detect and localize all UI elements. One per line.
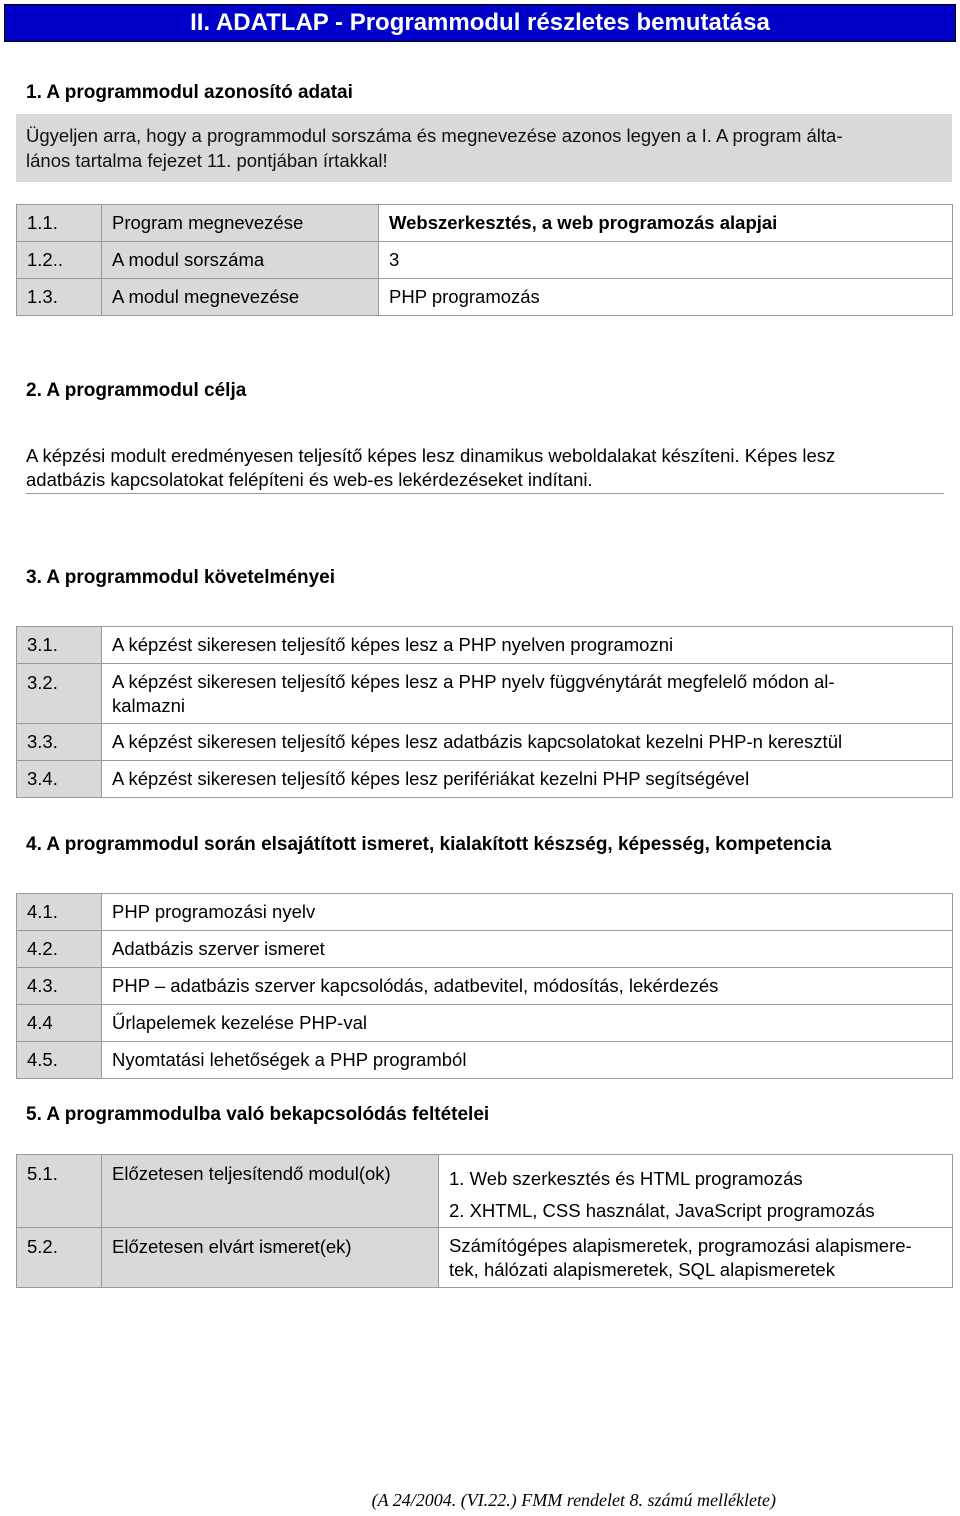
row-number: 4.3. [17, 968, 102, 1005]
footer-citation: (A 24/2004. (VI.22.) FMM rendelet 8. számú melléklete) [371, 1490, 776, 1510]
table-row [17, 894, 953, 931]
table-row [17, 242, 953, 279]
row-text: PHP – adatbázis szerver kapcsolódás, adatbevitel, módosítás, lekérdezés [102, 968, 953, 1005]
requirements-table [16, 626, 953, 798]
goal-paragraph [26, 444, 946, 492]
row-label: Előzetesen teljesítendő modul(ok) [102, 1155, 439, 1228]
table-row [17, 205, 953, 242]
competency-table [16, 893, 953, 1079]
section2-heading: 2. A programmodul célja [26, 380, 247, 401]
section4-heading: 4. A programmodul során elsajátított ismeret, kialakított készség, képesség, kompetencia [26, 834, 832, 855]
row-text: Adatbázis szerver ismeret [102, 931, 953, 968]
row-number: 4.2. [17, 931, 102, 968]
section5-heading: 5. A programmodulba való bekapcsolódás feltételei [26, 1104, 490, 1125]
row-value: Webszerkesztés, a web programozás alapjai [379, 205, 953, 242]
note-line: Ügyeljen arra, hogy a programmodul sorszáma és megnevezése azonos legyen a I. A program álta- [26, 125, 843, 146]
row-value: PHP programozás [379, 279, 953, 316]
row-number: 4.4 [17, 1005, 102, 1042]
row-number: 3.4. [17, 761, 102, 798]
row-label: A modul megnevezése [102, 279, 379, 316]
table-row [17, 279, 953, 316]
note-line: lános tartalma fejezet 11. pontjában írtakkal! [26, 150, 388, 171]
row-number: 4.1. [17, 894, 102, 931]
row-text: A képzést sikeresen teljesítő képes lesz adatbázis kapcsolatokat kezelni PHP-n keresztül [102, 724, 953, 761]
table-row [17, 931, 953, 968]
row-number: 1.1. [17, 205, 102, 242]
value-line: 2. XHTML, CSS használat, JavaScript programozás [449, 1200, 875, 1221]
row-text: Űrlapelemek kezelése PHP-val [102, 1005, 953, 1042]
row-number: 5.1. [17, 1155, 102, 1228]
table-row [17, 1042, 953, 1079]
value-line: 1. Web szerkesztés és HTML programozás [449, 1168, 803, 1189]
section3-heading: 3. A programmodul követelményei [26, 567, 336, 588]
instruction-note [16, 114, 952, 182]
row-value [439, 1228, 953, 1288]
paragraph-line: adatbázis kapcsolatokat felépíteni és web-es lekérdezéseket indítani. [26, 469, 593, 490]
row-text: A képzést sikeresen teljesítő képes lesz a PHP nyelven programozni [102, 627, 953, 664]
row-value [439, 1155, 953, 1228]
table-row [17, 761, 953, 798]
section1-heading: 1. A programmodul azonosító adatai [26, 82, 353, 103]
row-number: 3.3. [17, 724, 102, 761]
row-text: Nyomtatási lehetőségek a PHP programból [102, 1042, 953, 1079]
identification-table [16, 204, 953, 316]
row-number: 1.3. [17, 279, 102, 316]
divider [26, 493, 944, 494]
row-number: 4.5. [17, 1042, 102, 1079]
table-row [17, 1155, 953, 1228]
table-row [17, 724, 953, 761]
prerequisites-table [16, 1154, 953, 1288]
row-text [102, 664, 953, 724]
text-line: A képzést sikeresen teljesítő képes lesz a PHP nyelv függvénytárát megfelelő módon al- [112, 670, 835, 692]
row-text: A képzést sikeresen teljesítő képes lesz perifériákat kezelni PHP segítségével [102, 761, 953, 798]
value-line: tek, hálózati alapismeretek, SQL alapismeretek [449, 1258, 835, 1280]
page-banner: II. ADATLAP - Programmodul részletes bemutatása [4, 4, 956, 42]
row-number: 5.2. [17, 1228, 102, 1288]
paragraph-line: A képzési modult eredményesen teljesítő képes lesz dinamikus weboldalakat készíteni. Képes lesz [26, 445, 836, 466]
table-row [17, 968, 953, 1005]
value-line: Számítógépes alapismeretek, programozási alapismere- [449, 1234, 912, 1256]
row-number: 3.2. [17, 664, 102, 724]
row-label: A modul sorszáma [102, 242, 379, 279]
row-label: Program megnevezése [102, 205, 379, 242]
row-number: 3.1. [17, 627, 102, 664]
text-line: kalmazni [112, 694, 185, 716]
table-row [17, 664, 953, 724]
table-row [17, 627, 953, 664]
row-label: Előzetesen elvárt ismeret(ek) [102, 1228, 439, 1288]
table-row [17, 1228, 953, 1288]
row-number: 1.2.. [17, 242, 102, 279]
table-row [17, 1005, 953, 1042]
row-text: PHP programozási nyelv [102, 894, 953, 931]
row-value: 3 [379, 242, 953, 279]
